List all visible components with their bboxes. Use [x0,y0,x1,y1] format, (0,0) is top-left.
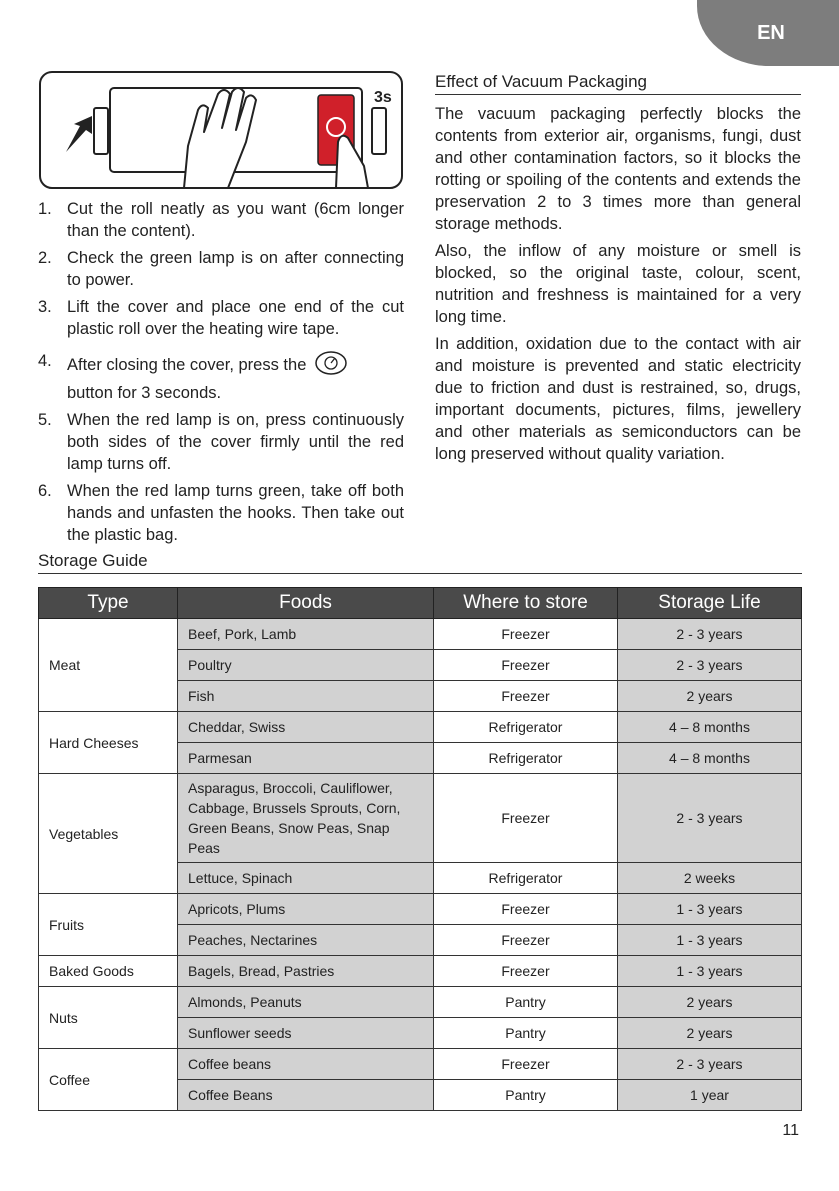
page-number: 11 [782,1122,799,1139]
instructions-list [38,198,404,551]
storage-guide-table [38,587,802,1111]
table-row [39,619,802,650]
type-cell: Fruits [39,894,178,956]
food-cell: Asparagus, Broccoli, Cauliflower, Cabbage, Brussels Sprouts, Corn, Green Beans, Snow Peas, Snap Peas [178,774,434,863]
life-cell: 1 year [618,1080,802,1111]
table-row [39,987,802,1018]
life-cell: 2 - 3 years [618,774,802,863]
life-cell: 2 - 3 years [618,1049,802,1080]
table-row [39,774,802,863]
life-cell: 2 years [618,987,802,1018]
effect-section [435,72,801,470]
type-cell: Nuts [39,987,178,1049]
life-cell: 1 - 3 years [618,894,802,925]
column-header: Where to store [434,588,618,619]
table-row [39,894,802,925]
where-cell: Pantry [434,987,618,1018]
life-cell: 2 - 3 years [618,619,802,650]
section-title: Effect of Vacuum Packaging [435,72,801,95]
where-cell: Refrigerator [434,863,618,894]
storage-guide-title: Storage Guide [38,551,802,574]
timer-label: 3s [374,89,392,106]
where-cell: Refrigerator [434,743,618,774]
paragraph: In addition, oxidation due to the contact with air and moisture is prevented and static electricity due to friction and dust is restrained, so, drugs, important documents, pictures, films, jewellery and other materials as semiconductors can be long preserved without quality variation. [435,335,801,463]
life-cell: 2 weeks [618,863,802,894]
type-cell: Hard Cheeses [39,712,178,774]
food-cell: Apricots, Plums [178,894,434,925]
paragraph: Also, the inflow of any moisture or smell is blocked, so the original taste, colour, scent, nutrition and freshness is maintained for a very long time. [435,242,801,326]
seal-button-icon [314,350,348,382]
sealer-illustration [38,70,404,190]
life-cell: 1 - 3 years [618,956,802,987]
food-cell: Lettuce, Spinach [178,863,434,894]
list-item: 6. When the red lamp turns green, take off both hands and unfasten the hooks. Then take out the plastic bag. [38,482,404,544]
type-cell: Coffee [39,1049,178,1111]
food-cell: Cheddar, Swiss [178,712,434,743]
table-row [39,956,802,987]
food-cell: Parmesan [178,743,434,774]
life-cell: 2 years [618,681,802,712]
where-cell: Freezer [434,650,618,681]
where-cell: Freezer [434,894,618,925]
where-cell: Pantry [434,1080,618,1111]
life-cell: 2 years [618,1018,802,1049]
list-item: 2. Check the green lamp is on after connecting to power. [38,249,404,289]
column-header: Type [39,588,178,619]
where-cell: Freezer [434,619,618,650]
table-row [39,712,802,743]
life-cell: 4 – 8 months [618,743,802,774]
food-cell: Coffee beans [178,1049,434,1080]
type-cell: Meat [39,619,178,712]
language-tab [697,0,839,66]
paragraph: The vacuum packaging perfectly blocks the contents from exterior air, organisms, fungi, dust and other contamination factors, so it blocks the rotting or spoiling of the contents and extends the preservation 2 to 3 times more than general storage methods. [435,105,801,233]
food-cell: Sunflower seeds [178,1018,434,1049]
where-cell: Freezer [434,925,618,956]
list-item: 4. After closing the cover, press the button for 3 seconds. [38,350,404,404]
where-cell: Freezer [434,956,618,987]
where-cell: Freezer [434,681,618,712]
type-cell: Vegetables [39,774,178,894]
food-cell: Fish [178,681,434,712]
table-row [39,1049,802,1080]
life-cell: 1 - 3 years [618,925,802,956]
food-cell: Coffee Beans [178,1080,434,1111]
food-cell: Beef, Pork, Lamb [178,619,434,650]
where-cell: Freezer [434,1049,618,1080]
where-cell: Pantry [434,1018,618,1049]
life-cell: 2 - 3 years [618,650,802,681]
type-cell: Baked Goods [39,956,178,987]
column-header: Storage Life [618,588,802,619]
table-header-row [39,588,802,619]
food-cell: Poultry [178,650,434,681]
column-header: Foods [178,588,434,619]
list-item: 5. When the red lamp is on, press continuously both sides of the cover firmly until the red lamp turns off. [38,411,404,473]
food-cell: Bagels, Bread, Pastries [178,956,434,987]
arrow-icon [66,116,92,152]
life-cell: 4 – 8 months [618,712,802,743]
food-cell: Peaches, Nectarines [178,925,434,956]
language-label: EN [757,21,785,44]
list-item: 3. Lift the cover and place one end of the cut plastic roll over the heating wire tape. [38,298,404,338]
list-item: 1. Cut the roll neatly as you want (6cm longer than the content). [38,200,404,240]
food-cell: Almonds, Peanuts [178,987,434,1018]
where-cell: Freezer [434,774,618,863]
where-cell: Refrigerator [434,712,618,743]
